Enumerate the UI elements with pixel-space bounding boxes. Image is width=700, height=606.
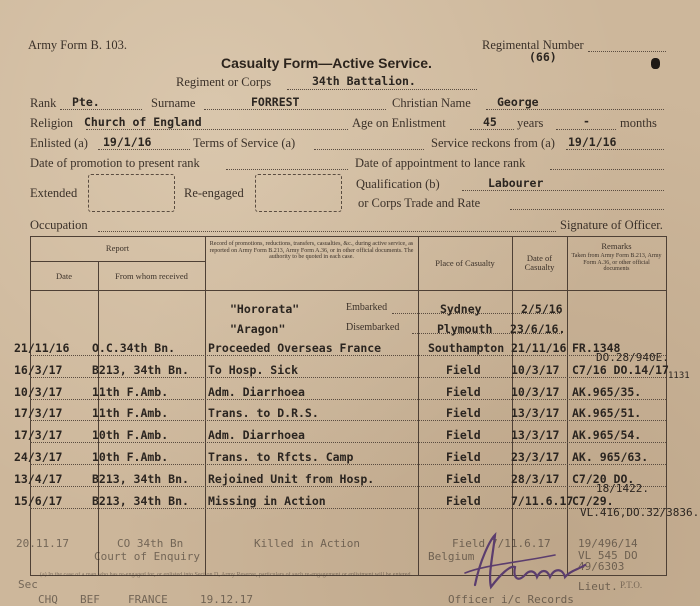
place-header: Place of Casualty: [435, 258, 495, 268]
row-date: 24/3/17: [14, 450, 63, 464]
ship-embarked: "Hororata": [230, 302, 300, 316]
row-remarks: C7/29.: [572, 494, 614, 508]
row-record: Trans. to Rfcts. Camp: [208, 450, 354, 464]
enlisted-value: 19/1/16: [103, 135, 152, 149]
casualty-date-header: Date of Casualty: [524, 253, 555, 272]
reengaged-label: Re-engaged: [184, 186, 244, 200]
ship-disembarked: "Aragon": [230, 322, 286, 336]
row-place: Field: [446, 363, 481, 377]
disembark-date: 23/6/16.: [510, 322, 566, 336]
row-casualty-date: 10/3/17: [511, 363, 560, 377]
surname-label: Surname: [151, 96, 196, 110]
disembarked-label: Disembarked: [346, 322, 400, 333]
row-rule: [30, 420, 666, 421]
row-rule: [30, 377, 666, 378]
lance-label: Date of appointment to lance rank: [355, 156, 526, 170]
regiment-label: Regiment or Corps: [176, 75, 272, 89]
row-casualty-date: 23/3/17: [511, 450, 560, 464]
row-from: B213, 34th Bn.: [92, 363, 189, 377]
row-from: 11th F.Amb.: [92, 385, 169, 399]
row-record: Rejoined Unit from Hosp.: [208, 472, 375, 486]
row-from: 11th F.Amb.: [92, 406, 169, 420]
row-rule: [30, 508, 666, 509]
disembark-place: Plymouth: [437, 322, 493, 336]
christian-name-value: George: [497, 95, 539, 109]
row-place: Southampton: [428, 341, 505, 355]
years-label: years: [517, 116, 544, 130]
row-remarks: AK.965/54.: [572, 428, 642, 442]
officer-signature: [455, 525, 595, 595]
reengaged-box: [255, 174, 342, 212]
final-place-belgium: Belgium: [428, 550, 475, 563]
row-from: 10th F.Amb.: [92, 450, 169, 464]
regimental-number-label: Regimental Number: [482, 38, 584, 52]
trade-label: or Corps Trade and Rate: [358, 196, 481, 210]
row-casualty-date: 10/3/17: [511, 385, 560, 399]
row-rule: [30, 486, 666, 487]
row-from: O.C.34th Bn.: [92, 341, 176, 355]
row-casualty-date: 13/3/17: [511, 406, 560, 420]
religion-label: Religion: [30, 116, 74, 130]
months-label: months: [620, 116, 657, 130]
remarks-sub-header: Taken from Army Form B.213, Army Form A.36, or other official documents: [571, 253, 662, 272]
row-rule: [30, 464, 666, 465]
row-place: Field: [446, 406, 481, 420]
row-rule: [30, 355, 666, 356]
row-remarks-extra: 1131: [668, 371, 690, 381]
report-header: Report: [105, 243, 130, 253]
row-date: 10/3/17: [14, 385, 63, 399]
row-date: 17/3/17: [14, 428, 63, 442]
embark-place: Sydney: [440, 302, 482, 316]
row-casualty-date: 13/3/17: [511, 428, 560, 442]
final-remarks: 19/496/14: [578, 537, 638, 550]
rank-label: Rank: [30, 96, 57, 110]
final-date: 20.11.17: [16, 537, 69, 550]
row-remarks-extra: DO.28/940E.: [596, 351, 669, 364]
reckons-label: Service reckons from (a): [431, 136, 555, 150]
row-casualty-date: 28/3/17: [511, 472, 560, 486]
row-from: B213, 34th Bn.: [92, 472, 189, 486]
lieut-label: Lieut.: [578, 580, 618, 593]
religion-value: Church of England: [84, 115, 202, 129]
row-place: Field: [446, 472, 481, 486]
form-id: Army Form B. 103.: [28, 38, 127, 52]
row-date: 17/3/17: [14, 406, 63, 420]
pto-label: P.T.O.: [620, 580, 643, 590]
footer-note: (a) In the case of a man who has re-engaged for, or enlisted into Section D, Army Reserve, particulars of such re-engagement or enlistment will be entered.: [40, 572, 412, 578]
stamp-france: FRANCE: [128, 593, 168, 606]
row-remarks: FR.1348: [572, 341, 621, 355]
regimental-number-value: (66): [529, 50, 557, 64]
row-remarks: AK.965/51.: [572, 406, 642, 420]
row-date: 13/4/17: [14, 472, 63, 486]
reckons-value: 19/1/16: [568, 135, 617, 149]
row-rule: [30, 399, 666, 400]
final-remarks-2: VL 545 DO 49/6303: [578, 549, 638, 573]
surname-value: FORREST: [251, 95, 300, 109]
row-place: Field: [446, 385, 481, 399]
stamp-bef: BEF: [80, 593, 100, 606]
signature-label: Signature of Officer.: [560, 218, 663, 232]
regiment-value: 34th Battalion.: [312, 74, 416, 88]
court-of-enquiry: Court of Enquiry: [94, 550, 200, 563]
row-casualty-date: 21/11/16: [511, 341, 567, 355]
row-date: 15/6/17: [14, 494, 63, 508]
rank-value: Pte.: [72, 95, 100, 109]
remarks-header: Remarks: [601, 241, 632, 251]
final-place: Field: [452, 537, 486, 550]
from-header: From whom received: [115, 271, 188, 281]
stamp-date: 19.12.17: [200, 593, 253, 606]
age-value: 45: [483, 115, 497, 129]
row-record: Proceeded Overseas France: [208, 341, 382, 355]
final-record: Killed in Action: [254, 537, 360, 550]
promotion-label: Date of promotion to present rank: [30, 156, 200, 170]
row-casualty-date: 7/11.6.17: [511, 494, 574, 508]
row-place: Field: [446, 428, 481, 442]
form-title: Casualty Form—Active Service.: [221, 55, 432, 71]
row-record: Adm. Diarrhoea: [208, 428, 305, 442]
enlisted-label: Enlisted (a): [30, 136, 88, 150]
officer-records: Officer i/c Records: [448, 593, 574, 606]
stamp-chq: CHQ: [38, 593, 58, 606]
row-from: B213, 34th Bn.: [92, 494, 189, 508]
row-place: Field: [446, 450, 481, 464]
row-remarks: C7/20 DO.: [572, 472, 635, 486]
stamp-sec: Sec: [18, 578, 38, 591]
extended-box: [88, 174, 175, 212]
occupation-label: Occupation: [30, 218, 88, 232]
row-record: To Hosp. Sick: [208, 363, 299, 377]
date-header: Date: [55, 271, 73, 281]
row-rule: [30, 442, 666, 443]
age-label: Age on Enlistment: [352, 116, 446, 130]
christian-name-label: Christian Name: [392, 96, 471, 110]
row-remarks: C7/16 DO.14/17: [572, 363, 669, 377]
row-record: Missing in Action: [208, 494, 326, 508]
record-header: Record of promotions, reductions, transfers, casualties, &c., during active service, as reported on Army Form B.213, Army Form A.36, or in other official documents. The authority to be quoted in each case.: [209, 241, 414, 260]
qualification-value: Labourer: [488, 176, 544, 190]
row-remarks: AK. 965/63.: [572, 450, 649, 464]
extended-label: Extended: [30, 186, 78, 200]
months-value: -: [583, 114, 590, 128]
row-remarks-extra: VL.416,DO.32/3836.: [580, 506, 700, 519]
row-date: 16/3/17: [14, 363, 63, 377]
final-cdate: 7/11.6.17: [491, 537, 551, 550]
final-from: CO 34th Bn: [117, 537, 184, 550]
embarked-label: Embarked: [346, 302, 388, 313]
row-remarks: AK.965/35.: [572, 385, 642, 399]
row-record: Trans. to D.R.S.: [208, 406, 319, 420]
embark-date: 2/5/16: [521, 302, 563, 316]
terms-label: Terms of Service (a): [193, 136, 296, 150]
row-remarks-extra: 18/1422.: [596, 482, 649, 495]
row-record: Adm. Diarrhoea: [208, 385, 305, 399]
row-from: 10th F.Amb.: [92, 428, 169, 442]
row-date: 21/11/16: [14, 341, 70, 355]
ink-blot: [651, 58, 660, 69]
qualification-label: Qualification (b): [356, 177, 440, 191]
row-place: Field: [446, 494, 481, 508]
